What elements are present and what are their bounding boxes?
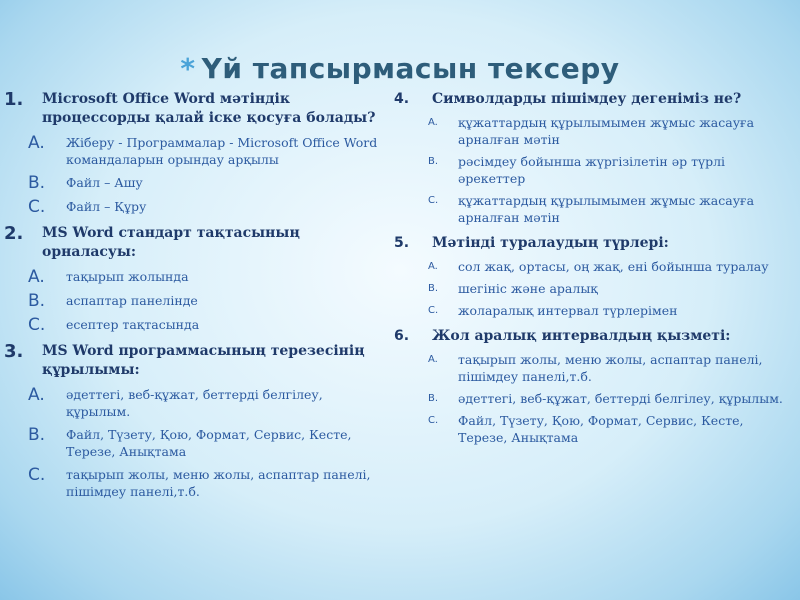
question-4-heading <box>392 90 792 109</box>
option-text: жоларалық интервал түрлерімен <box>458 303 678 318</box>
option-text: Файл, Түзету, Қою, Формат, Сервис, Кесте, Терезе, Анықтама <box>66 427 352 459</box>
option-text: тақырып жолы, меню жолы, аспаптар панелі, пішімдеу панелі,т.б. <box>66 467 371 499</box>
question-2-text: MS Word стандарт тақтасының орналасуы: <box>42 225 300 260</box>
option-letter: C. <box>28 465 46 485</box>
option-letter: B. <box>428 283 439 294</box>
option-text: құжаттардың құрылымымен жұмыс жасауға арналған мәтін <box>458 115 755 147</box>
question-2 <box>4 224 384 334</box>
option-letter: A. <box>428 354 438 365</box>
question-2-number: 2. <box>4 223 24 244</box>
question-1 <box>4 90 384 216</box>
page-title-text: Үй тапсырмасын тексеру <box>201 52 620 85</box>
option-letter: B. <box>428 156 439 167</box>
question-5 <box>392 234 792 319</box>
question-3 <box>4 342 384 500</box>
question-5-heading <box>392 234 792 253</box>
question-5-option-c <box>392 302 792 319</box>
question-6-heading <box>392 327 792 346</box>
page-title <box>0 52 800 85</box>
question-5-option-a <box>392 258 792 275</box>
option-text: Жіберу - Программалар - Microsoft Office Word командаларын орындау арқылы <box>66 135 378 167</box>
option-letter: B. <box>28 291 46 311</box>
option-letter: A. <box>428 117 438 128</box>
option-text: есептер тақтасында <box>66 317 200 332</box>
option-text: тақырып жолы, меню жолы, аспаптар панелі, пішімдеу панелі,т.б. <box>458 352 763 384</box>
option-letter: C. <box>428 415 439 426</box>
question-3-option-c <box>4 466 384 500</box>
question-3-text: MS Word программасының терезесінің құрылымы: <box>42 343 365 378</box>
option-text: сол жақ, ортасы, оң жақ, ені бойынша туралау <box>458 259 769 274</box>
question-2-heading <box>4 224 384 262</box>
option-text: аспаптар панелінде <box>66 293 198 308</box>
option-letter: B. <box>28 425 46 445</box>
question-6-number: 6. <box>394 328 410 344</box>
question-4-text: Символдарды пішімдеу дегеніміз не? <box>432 91 742 107</box>
question-2-option-c <box>4 316 384 334</box>
option-text: құжаттардың құрылымымен жұмыс жасауға арналған мәтін <box>458 193 755 225</box>
question-4-option-a <box>392 114 792 148</box>
option-text: әдеттегі, веб-құжат, беттерді белгілеу, құрылым. <box>458 391 783 406</box>
question-6-option-a <box>392 351 792 385</box>
question-1-option-c <box>4 198 384 216</box>
question-4 <box>392 90 792 226</box>
question-6-option-c <box>392 412 792 446</box>
question-1-option-a <box>4 134 384 168</box>
option-text: әдеттегі, веб-құжат, беттерді белгілеу, құрылым. <box>66 387 323 419</box>
option-text: Файл, Түзету, Қою, Формат, Сервис, Кесте, Терезе, Анықтама <box>458 413 744 445</box>
star-icon: * <box>180 52 196 85</box>
option-letter: B. <box>428 393 439 404</box>
question-5-number: 5. <box>394 235 410 251</box>
right-column <box>392 88 792 454</box>
option-letter: A. <box>428 261 438 272</box>
option-letter: A. <box>28 267 45 287</box>
question-3-heading <box>4 342 384 380</box>
option-text: шегініс және аралық <box>458 281 598 296</box>
question-2-option-b <box>4 292 384 310</box>
question-6-option-b <box>392 390 792 407</box>
question-4-number: 4. <box>394 91 410 107</box>
question-5-option-b <box>392 280 792 297</box>
option-letter: C. <box>28 197 46 217</box>
option-letter: C. <box>28 315 46 335</box>
left-column <box>4 88 384 508</box>
question-4-option-b <box>392 153 792 187</box>
question-1-number: 1. <box>4 89 24 110</box>
question-1-heading <box>4 90 384 128</box>
question-3-option-b <box>4 426 384 460</box>
question-2-option-a <box>4 268 384 286</box>
question-1-text: Microsoft Office Word мәтіндік процессорды қалай іске қосуға болады? <box>42 91 376 126</box>
option-letter: C. <box>428 305 439 316</box>
option-text: тақырып жолында <box>66 269 189 284</box>
question-5-text: Мәтінді туралаудың түрлері: <box>432 235 669 251</box>
question-3-option-a <box>4 386 384 420</box>
option-text: Файл – Құру <box>66 199 147 214</box>
question-1-option-b <box>4 174 384 192</box>
question-6 <box>392 327 792 446</box>
question-3-number: 3. <box>4 341 24 362</box>
option-letter: C. <box>428 195 439 206</box>
option-letter: B. <box>28 173 46 193</box>
question-6-text: Жол аралық интервалдың қызметі: <box>432 328 731 344</box>
option-letter: A. <box>28 385 45 405</box>
option-letter: A. <box>28 133 45 153</box>
option-text: Файл – Ашу <box>66 175 143 190</box>
question-4-option-c <box>392 192 792 226</box>
option-text: рәсімдеу бойынша жүргізілетін әр түрлі әрекеттер <box>458 154 726 186</box>
